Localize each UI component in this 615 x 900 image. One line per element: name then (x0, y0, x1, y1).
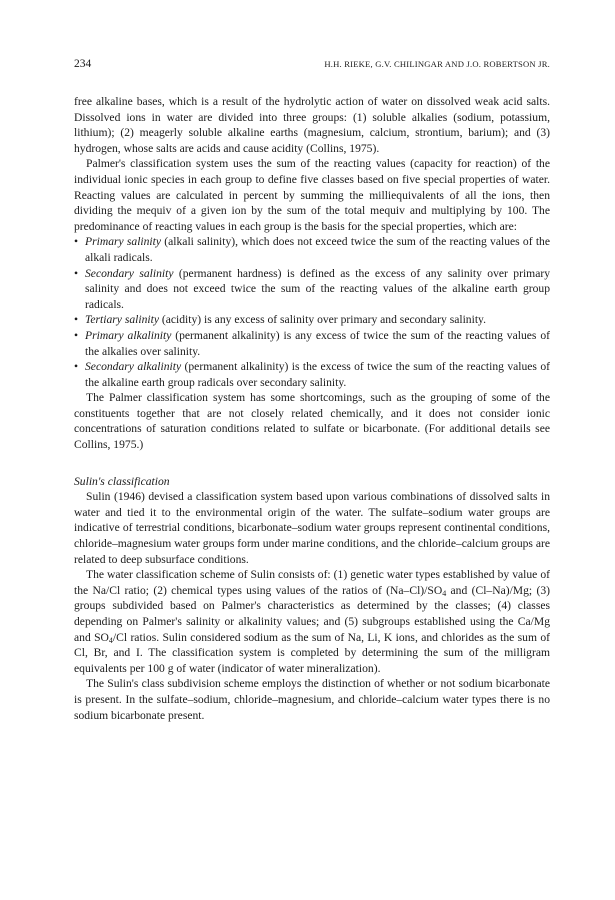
list-item-text: (alkali salinity), which does not exceed twice the sum of the reacting values of the alkali radicals. (85, 235, 550, 264)
list-item-term: Secondary alkalinity (85, 360, 182, 374)
list-item-term: Tertiary salinity (85, 313, 159, 327)
list-item-term: Primary salinity (85, 235, 162, 249)
subscript: 4 (108, 635, 113, 645)
paragraph-2: Palmer's classification system uses the sum of the reacting values (capacity for reaction) of the individual ionic species in each group to define five classes based on five special properties of water. Reacting values are calculated in percent by summing the milliequivalents of all the ions, then dividing the mequiv of a given ion by the sum of the total mequiv and multiplying by 100. The predominance of reacting values in each group is the basis for the special properties, which are: (74, 157, 550, 233)
paragraph-5 (74, 567, 550, 676)
bullet-icon: • (74, 235, 79, 249)
list-item-term: Primary alkalinity (85, 328, 172, 342)
paragraph-4: Sulin (1946) devised a classification system based upon various combinations of dissolved salts in water and tied it to the environmental origin of the water. The sulfate–sodium water groups are indicative of terrestrial conditions, bicarbonate–sodium water groups represent continental conditions, chloride–magnesium water groups form under marine conditions, and the chloride–calcium groups are related to deep subsurface conditions. (74, 490, 550, 566)
subscript: 4 (442, 588, 447, 598)
page (74, 58, 550, 723)
special-properties-list (74, 234, 550, 390)
list-item-text: (permanent alkalinity) is the excess of twice the sum of the reacting values of the alkaline earth group radicals over secondary salinity. (85, 360, 550, 389)
paragraph-6: The Sulin's class subdivision scheme employs the distinction of whether or not sodium bicarbonate is present. In the sulfate–sodium, chloride–magnesium, and chloride–calcium water types there is no sodium bicarbonate present. (74, 677, 550, 722)
list-item (74, 359, 550, 390)
list-item-text: (permanent hardness) is defined as the excess of any salinity over primary salinity and does not exceed twice the sum of the reacting values of the alkaline earth group radicals. (85, 266, 550, 311)
paragraph-3: The Palmer classification system has some shortcomings, such as the grouping of some of the constituents together that are not closely related chemically, and it does not consider ionic concentrations of saturation conditions related to sulfate or bicarbonate. (For additional details see Collins, 1975.) (74, 391, 550, 452)
section-heading: Sulin's classification (74, 474, 170, 488)
list-item (74, 328, 550, 359)
running-head: H.H. RIEKE, G.V. CHILINGAR AND J.O. ROBERTSON JR. (324, 59, 550, 69)
bullet-icon: • (74, 328, 79, 342)
bullet-icon: • (74, 266, 79, 280)
paragraph-5-part-b: and (Cl–Na)/Mg; (3) groups subdivided based on Palmer's characteristics as determined by the classes; (4) classes depending on Palmer's salinity or alkalinity values; and (5) subgroups established using the Ca/Mg and SO (74, 583, 550, 644)
paragraph-5-part-a: The water classification scheme of Sulin consists of: (1) genetic water types established by value of the Na/Cl ratio; (2) chemical types using values of the ratios of (Na–Cl)/SO (74, 568, 550, 597)
paragraph-1: free alkaline bases, which is a result of the hydrolytic action of water on dissolved weak acid salts. Dissolved ions in water are divided into three groups: (1) soluble alkalies (sodium, potassium, lithium); (2) meagerly soluble alkaline earths (magnesium, calcium, strontium, barium); and (3) hydrogen, whose salts are acids and cause acidity (Collins, 1975). (74, 95, 550, 155)
paragraph-5-part-c: /Cl ratios. Sulin considered sodium as the sum of Na, Li, K ions, and chlorides as the sum of Cl, Br, and I. The classification system is completed by determining the sum of the milligram equivalents per 100 g of water (indicator of water mineralization). (74, 630, 550, 675)
list-item (74, 266, 550, 313)
page-number: 234 (74, 58, 92, 70)
list-item-text: (acidity) is any excess of salinity over primary and secondary salinity. (158, 313, 486, 327)
page-header (74, 58, 550, 70)
list-item-text: (permanent alkalinity) is any excess of twice the sum of the reacting values of the alkalies over salinity. (85, 328, 550, 358)
body-text (74, 94, 550, 723)
bullet-icon: • (74, 313, 79, 327)
bullet-icon: • (74, 360, 79, 374)
list-item (74, 234, 550, 265)
list-item (74, 312, 550, 328)
list-item-term: Secondary salinity (85, 266, 174, 280)
